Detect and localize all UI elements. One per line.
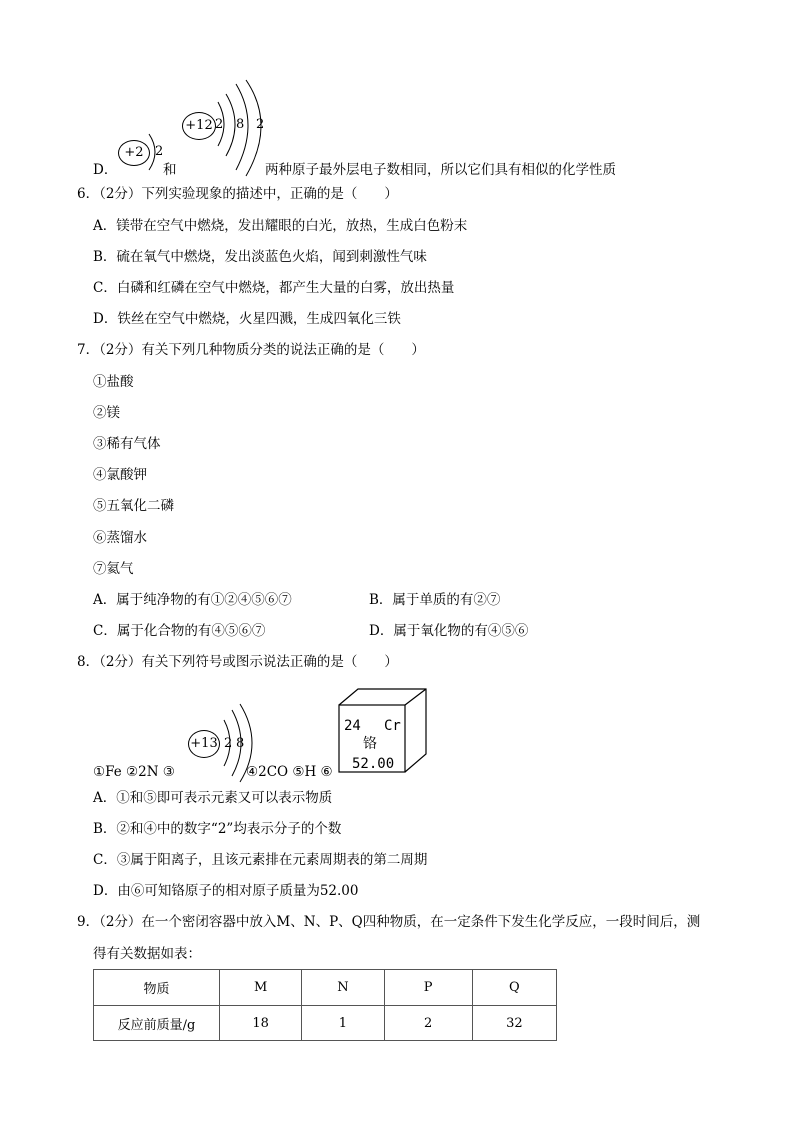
table-cell: 反应前质量/g	[94, 1006, 220, 1041]
table-cell: 2	[384, 1006, 472, 1041]
table-header-cell: N	[302, 970, 384, 1006]
table-header-cell: M	[219, 970, 301, 1006]
option-b: B．硫在氧气中燃烧，发出淡蓝色火焰，闻到刺激性气味	[93, 249, 427, 265]
substance-item: ③稀有气体	[93, 436, 161, 452]
atomic-number: 24	[344, 718, 361, 734]
table-cell: 1	[302, 1006, 384, 1041]
symbols-group-2: ④2CO ⑤H ⑥	[246, 764, 333, 780]
atom-diagram-magnesium	[180, 80, 270, 176]
table-header-cell: Q	[472, 970, 556, 1006]
table-row	[94, 1006, 557, 1041]
data-table	[93, 969, 557, 1041]
option-a: A．镁带在空气中燃烧，发出耀眼的白光，放热，生成白色粉末	[93, 218, 468, 234]
option-d: D．属于氧化物的有④⑤⑥	[369, 623, 529, 639]
element-symbol: Cr	[384, 718, 401, 734]
shell-electrons-1: 2	[224, 736, 233, 751]
substance-item: ⑤五氧化二磷	[93, 498, 174, 514]
substance-item: ⑦氦气	[93, 561, 134, 577]
symbols-group-1: ①Fe ②2N ③	[93, 764, 175, 780]
option-d-statement: 两种原子最外层电子数相同，所以它们具有相似的化学性质	[265, 162, 616, 178]
substance-item: ④氯酸钾	[93, 467, 147, 483]
atomic-mass: 52.00	[352, 756, 395, 772]
element-name: 铬	[363, 736, 377, 752]
option-c: C．白磷和红磷在空气中燃烧，都产生大量的白雾，放出热量	[93, 280, 455, 296]
option-b: B．②和④中的数字“2”均表示分子的个数	[93, 821, 342, 837]
option-b: B．属于单质的有②⑦	[369, 592, 501, 608]
shell-electrons-3: 2	[256, 117, 265, 132]
shell-electrons-2: 8	[236, 117, 245, 132]
option-d: D．铁丝在空气中燃烧，火星四溅，生成四氧化三铁	[93, 311, 401, 327]
table-cell: 18	[219, 1006, 301, 1041]
substance-item: ⑥蒸馏水	[93, 530, 147, 546]
option-a: A．①和⑤即可表示元素又可以表示物质	[93, 790, 333, 806]
and-text: 和	[163, 162, 177, 178]
substance-item: ②镁	[93, 405, 120, 421]
question-stem: 7．（2分）有关下列几种物质分类的说法正确的是（ ）	[77, 342, 425, 358]
question-stem: 6．（2分）下列实验现象的描述中，正确的是（ ）	[77, 186, 398, 202]
question-stem-line-1: 9．（2分）在一个密闭容器中放入M、N、P、Q四种物质，在一定条件下发生化学反应，一段时间后，测	[77, 914, 701, 930]
shell-electrons-2: 8	[236, 736, 245, 751]
substance-item: ①盐酸	[93, 374, 134, 390]
option-c: C．属于化合物的有④⑤⑥⑦	[93, 623, 266, 639]
nucleus: +12	[182, 112, 216, 140]
option-a: A．属于纯净物的有①②④⑤⑥⑦	[93, 592, 292, 608]
table-header-cell: 物质	[94, 970, 220, 1006]
question-stem-line-2: 得有关数据如表：	[93, 946, 201, 962]
table-header-row	[94, 970, 557, 1006]
option-c: C．③属于阳离子，且该元素排在元素周期表的第二周期	[93, 852, 428, 868]
shell-electrons-1: 2	[215, 117, 224, 132]
nucleus: +13	[188, 730, 220, 758]
table-cell: 32	[472, 1006, 556, 1041]
nucleus: +2	[118, 140, 150, 166]
option-d: D．由⑥可知铬原子的相对原子质量为52.00	[93, 883, 359, 899]
option-label: D．	[93, 162, 118, 178]
table-header-cell: P	[384, 970, 472, 1006]
shell-electrons-1: 2	[155, 144, 164, 159]
question-stem: 8．（2分）有关下列符号或图示说法正确的是（ ）	[77, 654, 398, 670]
